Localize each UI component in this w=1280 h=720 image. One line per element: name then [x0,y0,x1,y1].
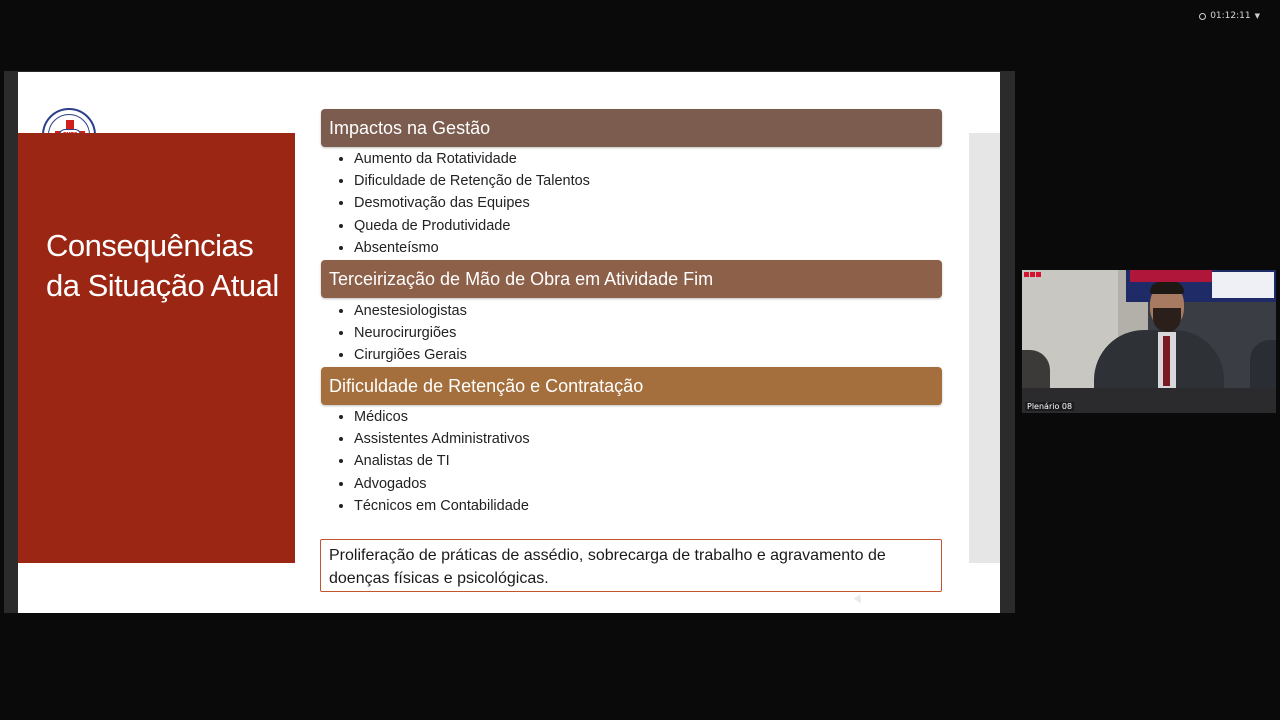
clock-icon [1199,13,1206,20]
participant-video-tile[interactable] [1022,270,1276,413]
list-item: • Advogados [354,473,530,495]
presentation-slide [18,72,1000,613]
video-speaker-beard [1153,308,1181,332]
list-item: • Neurocirurgiões [354,322,467,344]
list-item: • Absenteísmo [354,237,590,259]
video-speaker-hair [1150,282,1184,294]
participant-name: Plenário 08 [1027,402,1073,411]
title-panel [18,133,295,563]
section-list-impactos [336,148,590,259]
section-heading-retencao: Dificuldade de Retenção e Contratação [321,367,942,405]
timer-value: 01:12:11 [1210,11,1251,21]
list-item: • Queda de Produtividade [354,215,590,237]
video-speaker-tie [1163,336,1170,386]
video-room-screen-slide [1212,272,1274,298]
section-heading-impactos: Impactos na Gestão [321,109,942,147]
list-item: • Técnicos em Contabilidade [354,495,530,517]
list-item: • Desmotivação das Equipes [354,192,590,214]
list-item: • Dificuldade de Retenção de Talentos [354,170,590,192]
meeting-timer[interactable] [1199,11,1260,21]
video-room-screen-banner [1130,270,1212,282]
section-list-terceirizacao [336,300,467,367]
list-item: • Aumento da Rotatividade [354,148,590,170]
section-list-retencao [336,406,530,517]
slide-title: Consequências da Situação Atual [46,228,279,303]
list-item: • Analistas de TI [354,450,530,472]
slide-side-panel [969,133,1000,563]
note-box: Proliferação de práticas de assédio, sobrecarga de trabalho e agravamento de doenças físicas e psicológicas. [320,539,942,592]
list-item: • Assistentes Administrativos [354,428,530,450]
chevron-down-icon: ▼ [1254,12,1260,20]
camara-logo-icon [1024,272,1041,277]
list-item: • Médicos [354,406,530,428]
list-item: • Cirurgiões Gerais [354,344,467,366]
list-item: • Anestesiologistas [354,300,467,322]
section-heading-terceirizacao: Terceirização de Mão de Obra em Atividade Fim [321,260,942,298]
